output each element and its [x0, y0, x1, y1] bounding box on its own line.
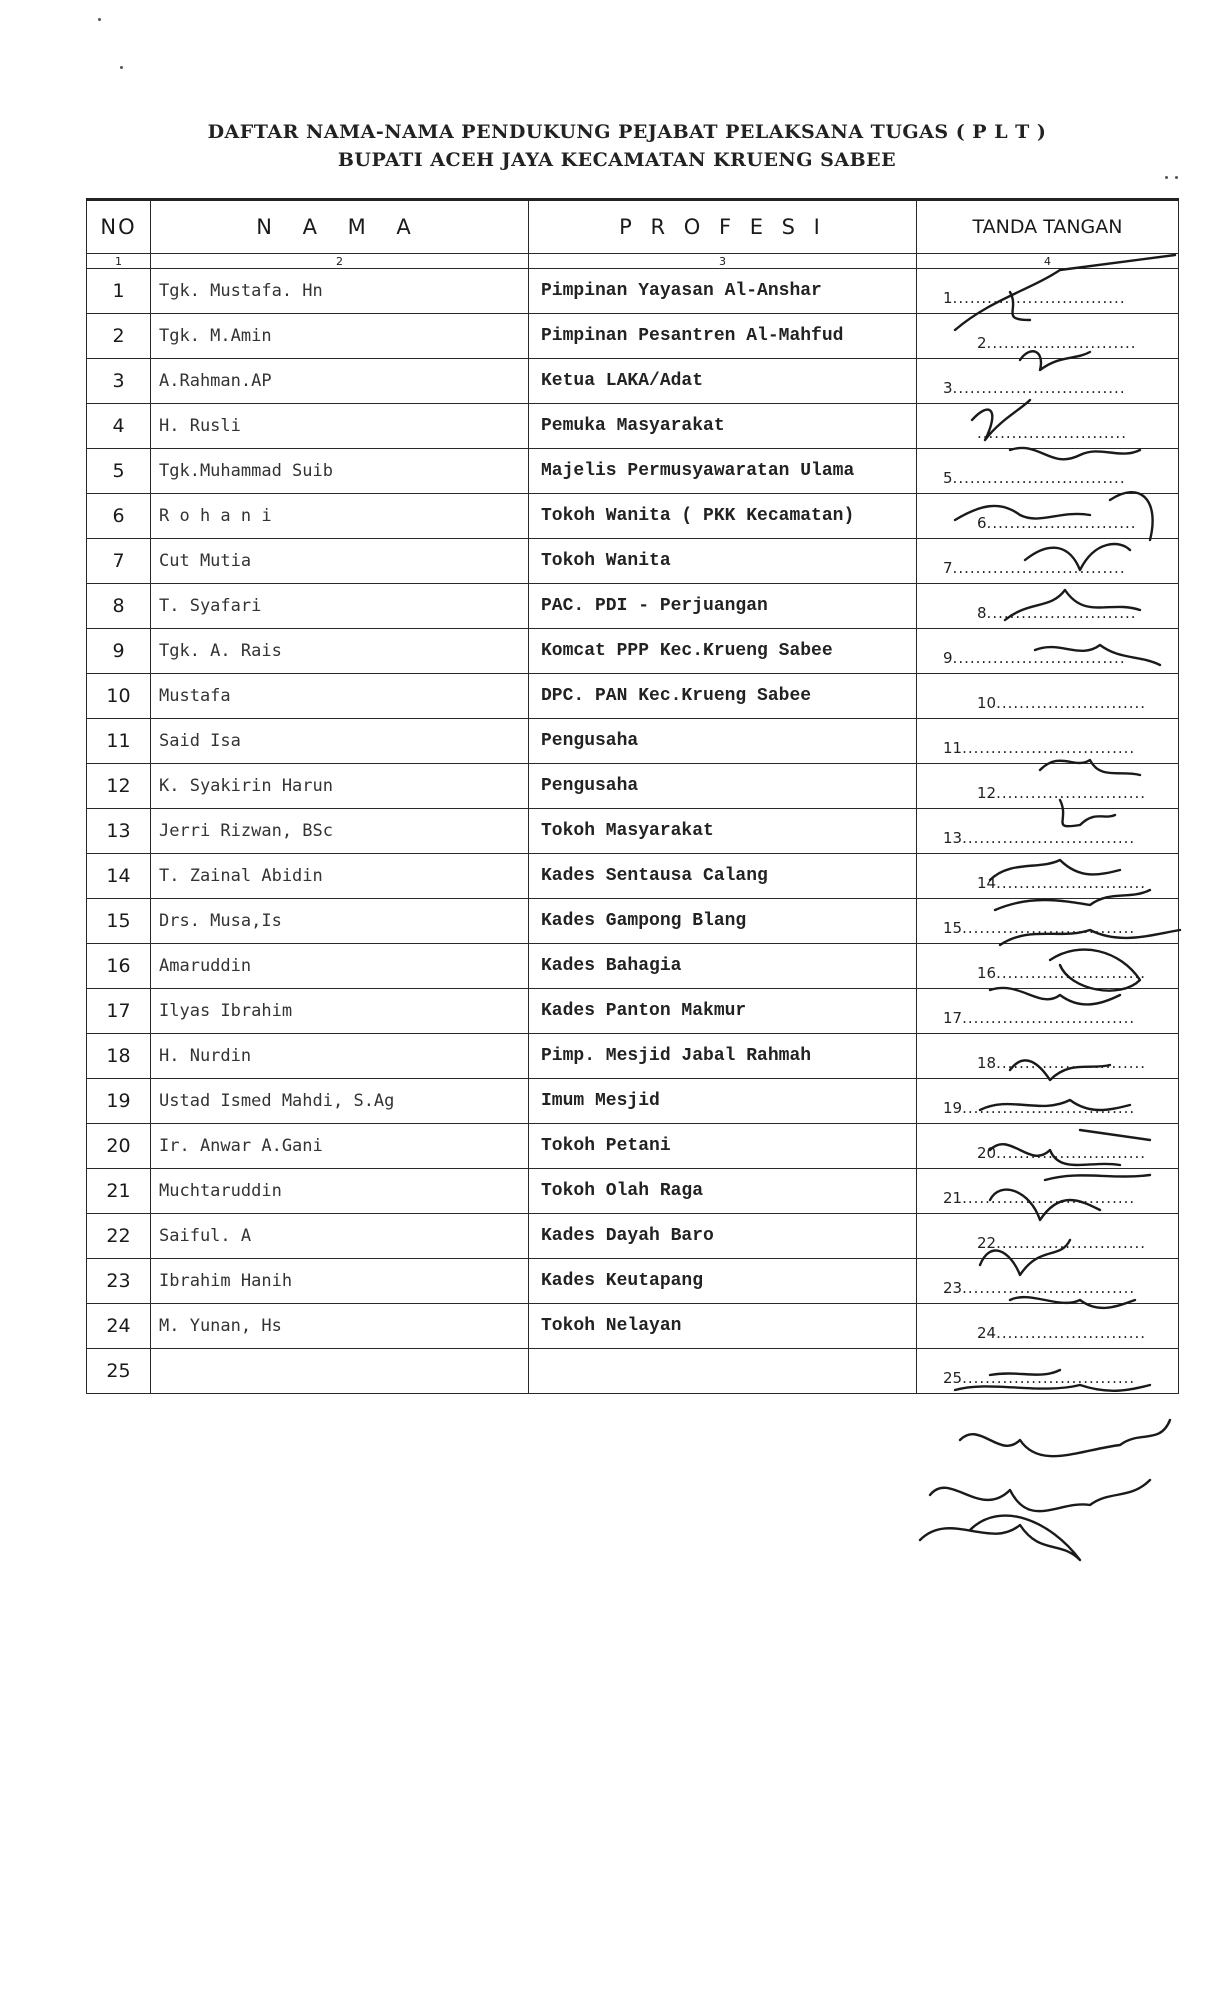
table-row [87, 449, 1179, 494]
row-number: 20 [87, 1124, 151, 1169]
row-profesi: Imum Mesjid [529, 1079, 917, 1124]
scan-speck [1175, 176, 1178, 179]
row-nama: Drs. Musa,Is [151, 899, 529, 944]
row-number: 7 [87, 539, 151, 584]
row-nama: Tgk.Muhammad Suib [151, 449, 529, 494]
signature-slot-number: 9 [943, 649, 953, 667]
row-profesi: Tokoh Masyarakat [529, 809, 917, 854]
signature-line [943, 1009, 1135, 1027]
row-number: 1 [87, 269, 151, 314]
table-header-row [87, 200, 1179, 254]
signature-slot-number: 15 [943, 919, 963, 937]
row-nama: A.Rahman.AP [151, 359, 529, 404]
table-row [87, 629, 1179, 674]
table-row [87, 1169, 1179, 1214]
signature-line [977, 1234, 1146, 1252]
signature-dotted-line: .......................... [986, 514, 1137, 532]
signature-dotted-line: .......................... [977, 424, 1127, 442]
row-nama [151, 1349, 529, 1394]
signature-line [977, 514, 1137, 532]
row-number: 10 [87, 674, 151, 719]
column-number-row [87, 254, 1179, 269]
row-nama: T. Syafari [151, 584, 529, 629]
header-tanda-tangan: TANDA TANGAN [917, 200, 1179, 254]
row-number: 12 [87, 764, 151, 809]
row-signature-cell [917, 404, 1179, 449]
signature-line [977, 874, 1146, 892]
row-nama: M. Yunan, Hs [151, 1304, 529, 1349]
signature-dotted-line: .............................. [952, 469, 1126, 487]
table-row [87, 674, 1179, 719]
table-row [87, 989, 1179, 1034]
title-line-2: BUPATI ACEH JAYA KECAMATAN KRUENG SABEE [337, 149, 897, 171]
row-nama: Tgk. M.Amin [151, 314, 529, 359]
table-row [87, 1124, 1179, 1169]
table-row [87, 1079, 1179, 1124]
row-profesi: Pimpinan Pesantren Al-Mahfud [529, 314, 917, 359]
row-profesi: Pemuka Masyarakat [529, 404, 917, 449]
signature-dotted-line: .............................. [962, 1369, 1136, 1387]
row-number: 21 [87, 1169, 151, 1214]
row-signature-cell [917, 719, 1179, 764]
row-nama: Ibrahim Hanih [151, 1259, 529, 1304]
table-row [87, 404, 1179, 449]
row-number: 15 [87, 899, 151, 944]
signature-slot-number: 21 [943, 1189, 963, 1207]
signature-dotted-line: .......................... [996, 1324, 1147, 1342]
row-nama: T. Zainal Abidin [151, 854, 529, 899]
signature-line [977, 604, 1137, 622]
row-profesi: Kades Gampong Blang [529, 899, 917, 944]
signature-line [977, 1144, 1146, 1162]
row-nama: Tgk. A. Rais [151, 629, 529, 674]
row-profesi [529, 1349, 917, 1394]
row-profesi: Tokoh Nelayan [529, 1304, 917, 1349]
row-signature-cell [917, 1079, 1179, 1124]
signature-dotted-line: .............................. [952, 559, 1126, 577]
row-signature-cell [917, 764, 1179, 809]
row-signature-cell [917, 494, 1179, 539]
table-row [87, 584, 1179, 629]
table-row [87, 269, 1179, 314]
row-nama: Jerri Rizwan, BSc [151, 809, 529, 854]
signature-dotted-line: .......................... [996, 1144, 1147, 1162]
row-number: 18 [87, 1034, 151, 1079]
row-number: 13 [87, 809, 151, 854]
signature-slot-number: 1 [943, 289, 953, 307]
table-row [87, 539, 1179, 584]
signature-slot-number: 11 [943, 739, 963, 757]
header-profesi: P R O F E S I [529, 200, 917, 254]
column-number: 3 [529, 254, 917, 269]
signature-dotted-line: .............................. [962, 739, 1136, 757]
signature-line [977, 334, 1137, 352]
row-nama: Ustad Ismed Mahdi, S.Ag [151, 1079, 529, 1124]
signature-dotted-line: .............................. [962, 1099, 1136, 1117]
signature-dotted-line: .............................. [952, 649, 1126, 667]
signature-dotted-line: .............................. [962, 1279, 1136, 1297]
row-signature-cell [917, 584, 1179, 629]
row-signature-cell [917, 269, 1179, 314]
row-nama: Mustafa [151, 674, 529, 719]
row-nama: Ir. Anwar A.Gani [151, 1124, 529, 1169]
signature-dotted-line: .......................... [996, 784, 1147, 802]
signature-slot-number: 23 [943, 1279, 963, 1297]
row-signature-cell [917, 1259, 1179, 1304]
row-profesi: Kades Panton Makmur [529, 989, 917, 1034]
signature-line [943, 1279, 1135, 1297]
row-signature-cell [917, 674, 1179, 719]
signature-dotted-line: .............................. [952, 289, 1126, 307]
row-number: 23 [87, 1259, 151, 1304]
row-number: 24 [87, 1304, 151, 1349]
row-profesi: Ketua LAKA/Adat [529, 359, 917, 404]
row-nama: H. Rusli [151, 404, 529, 449]
row-number: 3 [87, 359, 151, 404]
title-line-1: DAFTAR NAMA-NAMA PENDUKUNG PEJABAT PELAKSANA TUGAS ( P L T ) [207, 121, 1047, 143]
row-number: 11 [87, 719, 151, 764]
row-signature-cell [917, 1349, 1179, 1394]
row-profesi: Tokoh Olah Raga [529, 1169, 917, 1214]
signature-dotted-line: .......................... [996, 874, 1147, 892]
signature-slot-number: 20 [977, 1144, 997, 1162]
row-nama: Tgk. Mustafa. Hn [151, 269, 529, 314]
row-signature-cell [917, 944, 1179, 989]
row-number: 22 [87, 1214, 151, 1259]
header-no: NO [87, 200, 151, 254]
document-title [0, 118, 1224, 174]
signature-line [943, 739, 1135, 757]
signature-slot-number: 7 [943, 559, 953, 577]
row-number: 17 [87, 989, 151, 1034]
row-profesi: Kades Keutapang [529, 1259, 917, 1304]
row-number: 4 [87, 404, 151, 449]
row-profesi: Pimpinan Yayasan Al-Anshar [529, 269, 917, 314]
signature-dotted-line: .............................. [962, 1009, 1136, 1027]
row-signature-cell [917, 1169, 1179, 1214]
column-number: 2 [151, 254, 529, 269]
row-profesi: Tokoh Wanita [529, 539, 917, 584]
signature-slot-number: 13 [943, 829, 963, 847]
signature-dotted-line: .......................... [996, 1054, 1147, 1072]
table-row [87, 854, 1179, 899]
row-profesi: Pengusaha [529, 719, 917, 764]
row-signature-cell [917, 899, 1179, 944]
row-profesi: Kades Bahagia [529, 944, 917, 989]
row-profesi: Tokoh Petani [529, 1124, 917, 1169]
row-signature-cell [917, 314, 1179, 359]
table-row [87, 494, 1179, 539]
signature-line [977, 1324, 1146, 1342]
table-row [87, 764, 1179, 809]
signature-slot-number: 18 [977, 1054, 997, 1072]
signature-dotted-line: .............................. [962, 919, 1136, 937]
supporter-table [86, 198, 1179, 1394]
signature-line [977, 784, 1146, 802]
row-number: 25 [87, 1349, 151, 1394]
signature-dotted-line: .......................... [996, 1234, 1147, 1252]
row-nama: Muchtaruddin [151, 1169, 529, 1214]
row-profesi: PAC. PDI - Perjuangan [529, 584, 917, 629]
row-nama: Saiful. A [151, 1214, 529, 1259]
signature-slot-number: 16 [977, 964, 997, 982]
header-nama: N A M A [151, 200, 529, 254]
signature-slot-number: 24 [977, 1324, 997, 1342]
row-signature-cell [917, 359, 1179, 404]
scan-speck [120, 66, 123, 69]
table-row [87, 359, 1179, 404]
row-signature-cell [917, 1304, 1179, 1349]
row-profesi: Pimp. Mesjid Jabal Rahmah [529, 1034, 917, 1079]
signature-line [943, 559, 1126, 577]
row-profesi: Pengusaha [529, 764, 917, 809]
signature-line [943, 1369, 1135, 1387]
scan-speck [1165, 176, 1168, 179]
signature-dotted-line: .............................. [962, 1189, 1136, 1207]
signature-line [943, 289, 1126, 307]
row-number: 19 [87, 1079, 151, 1124]
signature-line [943, 469, 1126, 487]
row-signature-cell [917, 539, 1179, 584]
table-row [87, 1259, 1179, 1304]
signature-line [977, 424, 1127, 442]
row-profesi: Kades Sentausa Calang [529, 854, 917, 899]
signature-line [943, 1189, 1135, 1207]
table-row [87, 944, 1179, 989]
row-profesi: DPC. PAN Kec.Krueng Sabee [529, 674, 917, 719]
table-row [87, 1214, 1179, 1259]
signature-dotted-line: .......................... [986, 334, 1137, 352]
row-nama: Cut Mutia [151, 539, 529, 584]
row-number: 5 [87, 449, 151, 494]
table-row [87, 809, 1179, 854]
row-profesi: Majelis Permusyawaratan Ulama [529, 449, 917, 494]
signature-slot-number: 3 [943, 379, 953, 397]
signature-line [977, 964, 1146, 982]
signature-slot-number: 22 [977, 1234, 997, 1252]
signature-slot-number: 10 [977, 694, 997, 712]
signature-line [977, 694, 1146, 712]
signature-slot-number: 19 [943, 1099, 963, 1117]
table-row [87, 899, 1179, 944]
row-signature-cell [917, 629, 1179, 674]
row-signature-cell [917, 1214, 1179, 1259]
row-number: 2 [87, 314, 151, 359]
row-number: 8 [87, 584, 151, 629]
row-nama: Amaruddin [151, 944, 529, 989]
signature-slot-number: 2 [977, 334, 987, 352]
signature-line [943, 1099, 1135, 1117]
row-profesi: Kades Dayah Baro [529, 1214, 917, 1259]
row-nama: Ilyas Ibrahim [151, 989, 529, 1034]
row-signature-cell [917, 854, 1179, 899]
row-nama: R o h a n i [151, 494, 529, 539]
signature-slot-number: 17 [943, 1009, 963, 1027]
signature-dotted-line: .......................... [996, 694, 1147, 712]
row-signature-cell [917, 1124, 1179, 1169]
signature-slot-number: 6 [977, 514, 987, 532]
row-signature-cell [917, 989, 1179, 1034]
row-nama: H. Nurdin [151, 1034, 529, 1079]
signature-line [943, 649, 1126, 667]
signature-dotted-line: .............................. [962, 829, 1136, 847]
signature-line [977, 1054, 1146, 1072]
row-number: 9 [87, 629, 151, 674]
row-number: 14 [87, 854, 151, 899]
table-row [87, 719, 1179, 764]
signature-slot-number: 12 [977, 784, 997, 802]
signature-line [943, 829, 1135, 847]
row-profesi: Tokoh Wanita ( PKK Kecamatan) [529, 494, 917, 539]
row-signature-cell [917, 809, 1179, 854]
row-nama: Said Isa [151, 719, 529, 764]
table-row [87, 1349, 1179, 1394]
row-number: 6 [87, 494, 151, 539]
signature-line [943, 379, 1126, 397]
signature-slot-number: 8 [977, 604, 987, 622]
column-number: 4 [917, 254, 1179, 269]
row-signature-cell [917, 449, 1179, 494]
table-row [87, 1034, 1179, 1079]
table-row [87, 314, 1179, 359]
signature-slot-number: 25 [943, 1369, 963, 1387]
signature-dotted-line: .......................... [986, 604, 1137, 622]
signature-slot-number: 14 [977, 874, 997, 892]
row-nama: K. Syakirin Harun [151, 764, 529, 809]
row-signature-cell [917, 1034, 1179, 1079]
scan-speck [98, 18, 101, 21]
table-row [87, 1304, 1179, 1349]
row-profesi: Komcat PPP Kec.Krueng Sabee [529, 629, 917, 674]
row-number: 16 [87, 944, 151, 989]
signature-line [943, 919, 1135, 937]
signature-dotted-line: .......................... [996, 964, 1147, 982]
signature-slot-number: 5 [943, 469, 953, 487]
column-number: 1 [87, 254, 151, 269]
signature-dotted-line: .............................. [952, 379, 1126, 397]
